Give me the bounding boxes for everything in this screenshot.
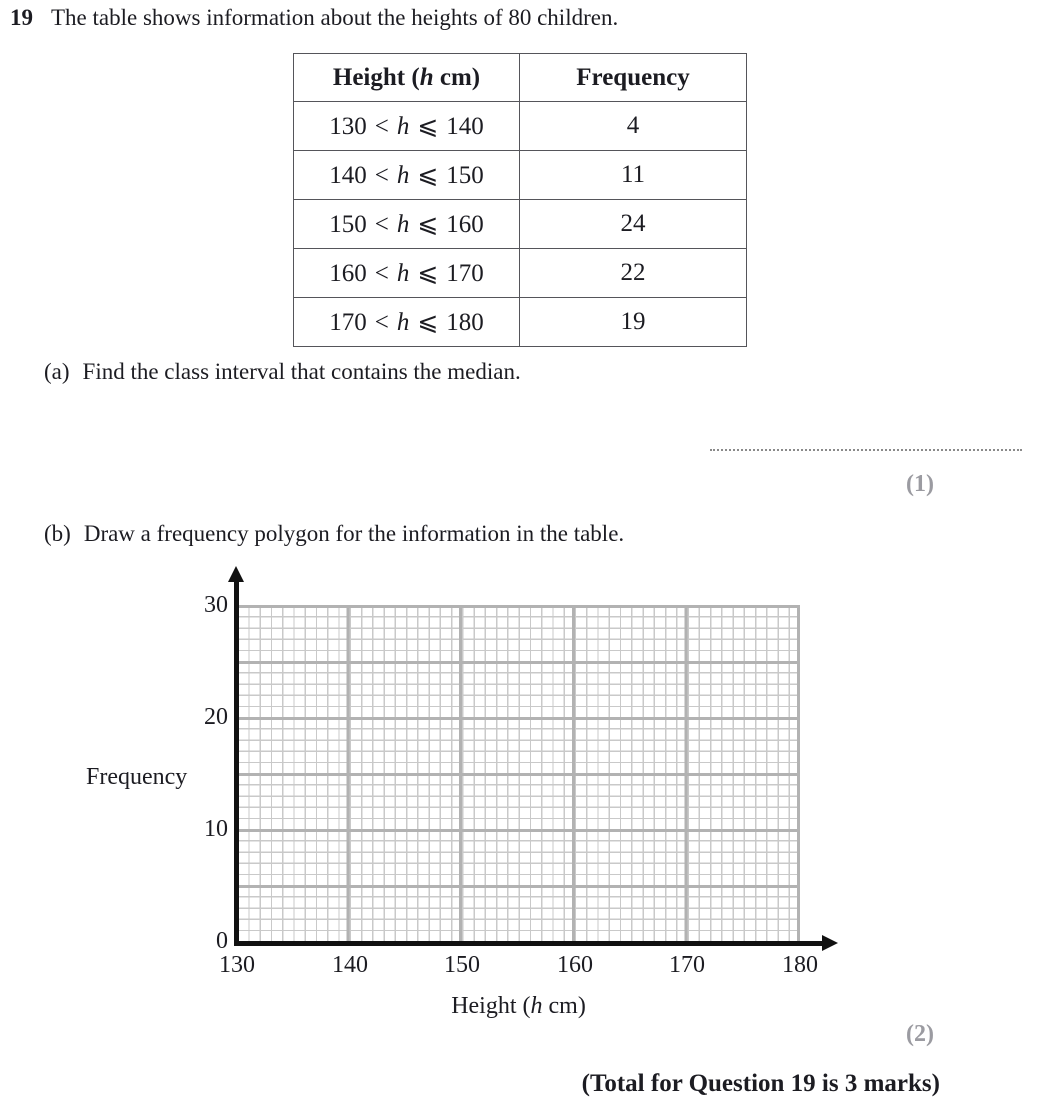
frequency-cell: 22 <box>520 249 747 298</box>
part-a-label: (a) <box>44 359 70 384</box>
part-a-text: Find the class interval that contains the median. <box>82 359 521 384</box>
part-b-question <box>44 521 624 547</box>
class-interval-cell: 160 < h ⩽ 170 <box>294 249 520 298</box>
x-tick-label: 130 <box>219 952 255 978</box>
x-tick-label: 180 <box>782 952 818 978</box>
table-row <box>294 200 747 249</box>
y-axis <box>234 578 239 943</box>
part-b-marks: (2) <box>906 1021 934 1047</box>
table-row <box>294 249 747 298</box>
x-axis-title: Height (h cm) <box>451 993 586 1019</box>
table-header-row <box>294 54 747 102</box>
y-axis-title: Frequency <box>86 764 188 790</box>
x-tick-label: 140 <box>332 952 368 978</box>
table-row <box>294 298 747 347</box>
table-row <box>294 102 747 151</box>
table-row <box>294 151 747 200</box>
frequency-cell: 11 <box>520 151 747 200</box>
class-interval-cell: 140 < h ⩽ 150 <box>294 151 520 200</box>
part-a-question <box>44 359 521 385</box>
y-tick-label: 0 <box>216 928 228 954</box>
x-tick-label: 170 <box>669 952 705 978</box>
part-a-marks: (1) <box>906 471 934 497</box>
frequency-column-header: Frequency <box>520 54 747 102</box>
y-tick-label: 20 <box>204 704 228 730</box>
frequency-cell: 19 <box>520 298 747 347</box>
y-tick-label: 30 <box>204 592 228 618</box>
part-b-label: (b) <box>44 521 71 546</box>
question-text: The table shows information about the heights of 80 children. <box>51 5 619 30</box>
class-interval-cell: 170 < h ⩽ 180 <box>294 298 520 347</box>
total-marks-line: (Total for Question 19 is 3 marks) <box>581 1070 940 1097</box>
class-interval-cell: 130 < h ⩽ 140 <box>294 102 520 151</box>
frequency-cell: 24 <box>520 200 747 249</box>
x-tick-label: 150 <box>444 952 480 978</box>
question-number: 19 <box>10 5 33 30</box>
answer-line[interactable] <box>710 449 1022 451</box>
question-line <box>10 5 618 31</box>
x-tick-label: 160 <box>557 952 593 978</box>
class-interval-cell: 150 < h ⩽ 160 <box>294 200 520 249</box>
x-axis-arrow-icon <box>822 935 838 951</box>
y-axis-arrow-icon <box>228 566 244 582</box>
x-axis <box>234 941 824 946</box>
graph-grid[interactable] <box>237 605 800 941</box>
height-column-header: Height (h cm) <box>294 54 520 102</box>
frequency-table <box>293 53 747 347</box>
y-tick-label: 10 <box>204 816 228 842</box>
part-b-text: Draw a frequency polygon for the information in the table. <box>83 521 625 546</box>
frequency-cell: 4 <box>520 102 747 151</box>
